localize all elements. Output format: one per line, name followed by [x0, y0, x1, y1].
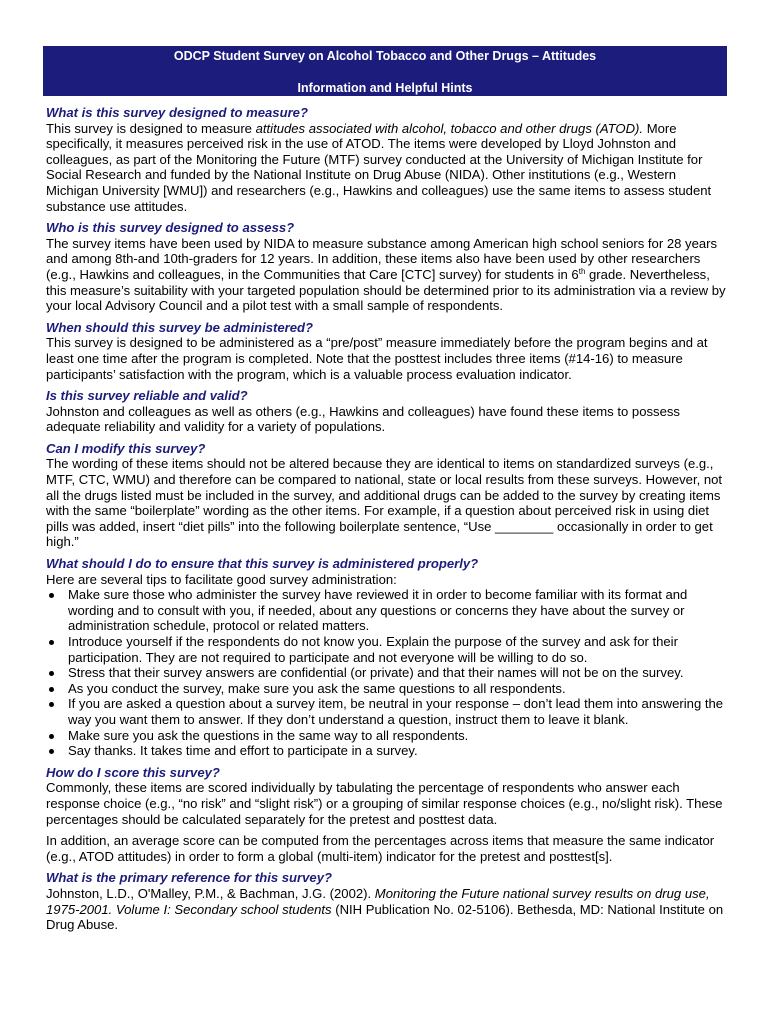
document-body	[46, 102, 730, 936]
section-body: This survey is designed to be administered as a “pre/post” measure immediately before the program begins and at least one time after the program is completed. Note that the posttest includes three items (#14-16) to measure participants’ satisfaction with the program, which is a valuable process evaluation indicator.	[46, 335, 708, 382]
section-measure	[46, 102, 730, 214]
list-item: Say thanks. It takes time and effort to participate in a survey.	[46, 743, 730, 759]
section-body: This survey is designed to measure attitudes associated with alcohol, tobacco and other drugs (ATOD). More specifically, it measures perceived risk in the use of ATOD. The items were developed by Lloyd Johnston and colleagues, as part of the Monitoring the Future (MTF) survey conducted at the University of Michigan Institute for Social Research and funded by the National Institute on Drug Abuse (NIDA). Other institutions (e.g., Western Michigan University [WMU]) and researchers (e.g., Hawkins and colleagues) use the same items to assess student substance use attitudes.	[46, 120, 712, 214]
list-item: As you conduct the survey, make sure you ask the same questions to all respondents.	[46, 681, 730, 697]
section-modify	[46, 438, 730, 550]
reference-citation: Johnston, L.D., O'Malley, P.M., & Bachman, J.G. (2002). Monitoring the Future national survey results on drug use, 1975-2001. Volume I: Secondary school students (NIH Publication No. 02-5106). Bethesda, MD: National Institute on Drug Abuse.	[46, 885, 724, 933]
section-score	[46, 762, 730, 865]
title-banner	[43, 46, 727, 96]
list-item: Make sure you ask the questions in the same way to all respondents.	[46, 728, 730, 744]
section-body: The wording of these items should not be altered because they are identical to items on standardized surveys (e.g., MTF, CTC, WMU) and therefore can be compared to national, state or local results from these surveys. However, not all the drugs listed must be included in the survey, and additional drugs can be added to the survey by creating items with the same “boilerplate” wording as the other items. For example, if a question about perceived risk in using diet pills was added, insert “diet pills” into the following boilerplate sentence, “Use ________ occasionally in order to get high.”	[46, 456, 723, 550]
section-intro: Here are several tips to facilitate good survey administration:	[46, 571, 397, 587]
section-heading: How do I score this survey?	[46, 764, 220, 780]
section-heading: Can I modify this survey?	[46, 440, 206, 456]
list-item: Make sure those who administer the survey have reviewed it in order to become familiar with its format and wording and to consult with you, if needed, about any questions or concerns they have about the survey or administration schedule, protocol or related matters.	[46, 587, 730, 634]
section-heading: What should I do to ensure that this survey is administered properly?	[46, 556, 479, 572]
document-subtitle: Information and Helpful Hints	[297, 81, 473, 95]
section-body: In addition, an average score can be computed from the percentages across items that measure the same indicator (e.g., ATOD attitudes) in order to form a global (multi-item) indicator for the pretest and posttest[s].	[46, 833, 715, 864]
tips-list	[46, 587, 730, 759]
section-body: The survey items have been used by NIDA to measure substance among American high school seniors for 28 years and among 8th-and 10th-graders for 12 years. In addition, these items also have been used by other researchers (e.g., Hawkins and colleagues, in the Communities that Care [CTC] survey) for students in 6th grade. Nevertheless, this measure’s suitability with your targeted population should be determined prior to its administration via a review by your local Advisory Council and a pilot test with a small sample of respondents.	[46, 235, 726, 314]
list-item: If you are asked a question about a survey item, be neutral in your response – don’t lead them into answering the way you want them to answer. If they don’t understand a question, instruct them to leave it blank.	[46, 696, 730, 727]
list-item: Introduce yourself if the respondents do not know you. Explain the purpose of the survey and ask for their participation. They are not required to participate and not everyone will be willing to do so.	[46, 634, 730, 665]
section-heading: When should this survey be administered?	[46, 319, 314, 335]
section-reliable	[46, 385, 730, 435]
section-reference	[46, 867, 730, 932]
section-heading: Is this survey reliable and valid?	[46, 388, 248, 404]
document-title: ODCP Student Survey on Alcohol Tobacco and Other Drugs – Attitudes	[173, 49, 597, 63]
section-administer	[46, 553, 730, 759]
section-assess	[46, 217, 730, 314]
section-heading: Who is this survey designed to assess?	[46, 220, 295, 236]
section-when	[46, 317, 730, 382]
section-body: Johnston and colleagues as well as others (e.g., Hawkins and colleagues) have found these items to possess adequate reliability and validity for a variety of populations.	[46, 403, 680, 435]
list-item: Stress that their survey answers are confidential (or private) and that their names will not be on the survey.	[46, 665, 730, 681]
section-body: Commonly, these items are scored individually by tabulating the percentage of respondents who answer each response choice (e.g., “no risk” and “slight risk”) or a grouping of similar response choices (e.g., no/slight risk). These percentages should be calculated separately for the pretest and posttest data.	[46, 780, 723, 827]
section-heading: What is this survey designed to measure?	[46, 105, 308, 120]
section-heading: What is the primary reference for this survey?	[46, 870, 332, 886]
